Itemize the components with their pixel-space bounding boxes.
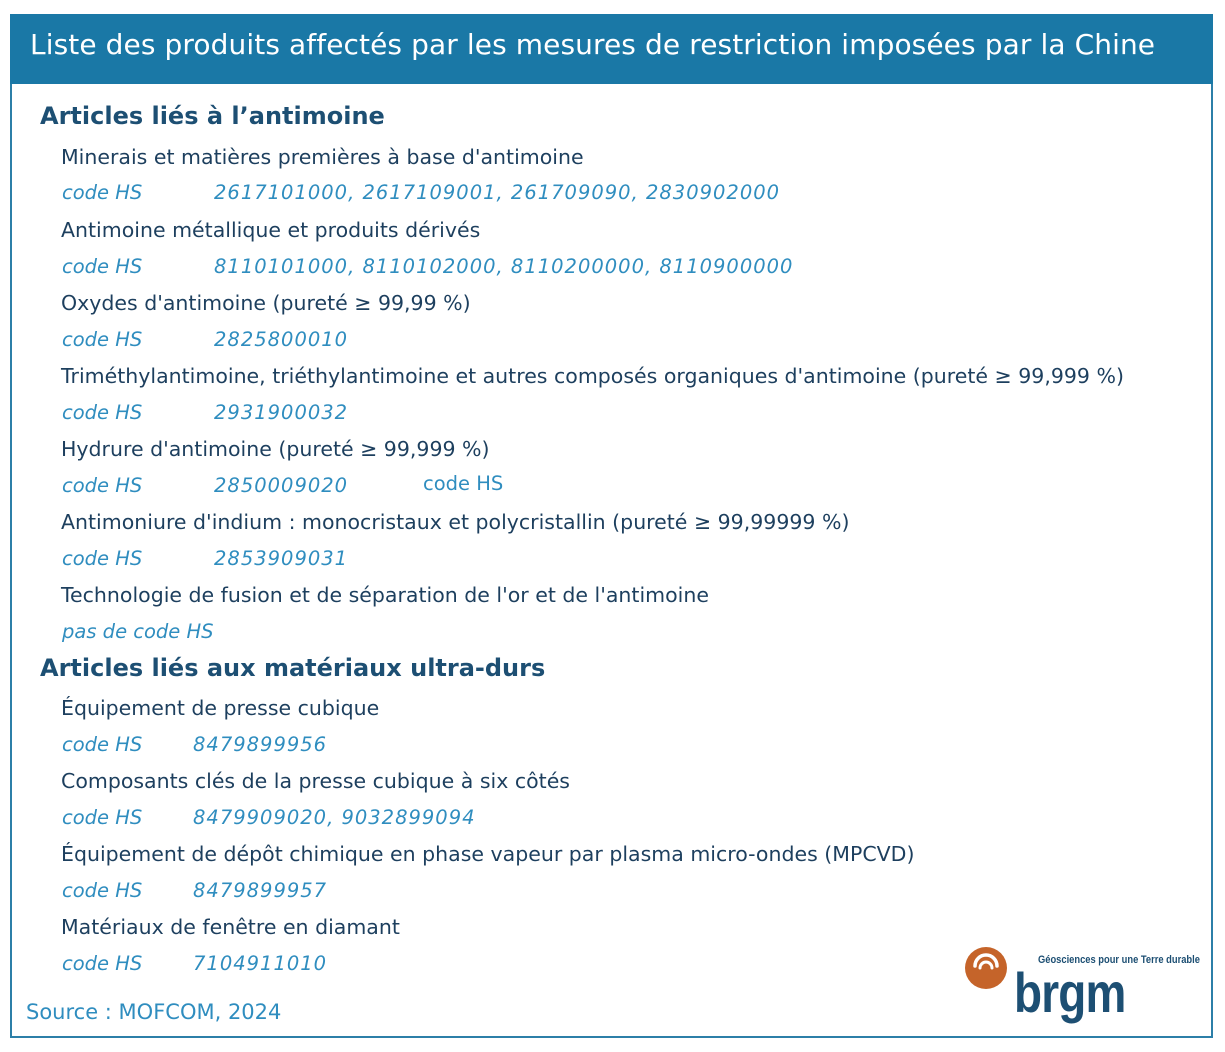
code-label: code HS	[62, 547, 143, 570]
code-label: code HS	[62, 806, 143, 829]
item-name: Triméthylantimoine, triéthylantimoine et autres composés organiques d'antimoine (pureté ≥ 99,999 %)	[61, 364, 1124, 388]
item-name: Matériaux de fenêtre en diamant	[61, 915, 400, 939]
code-values: 2617101000, 2617109001, 261709090, 2830902000	[214, 181, 781, 204]
item-name: Minerais et matières premières à base d'antimoine	[61, 145, 584, 169]
code-label: code HS	[62, 474, 143, 497]
item-name: Hydrure d'antimoine (pureté ≥ 99,999 %)	[61, 437, 490, 461]
code-values: 8479899956	[193, 733, 328, 756]
code-values: 8479909020, 9032899094	[193, 806, 476, 829]
item-name: Antimoniure d'indium : monocristaux et polycristallin (pureté ≥ 99,99999 %)	[61, 510, 850, 534]
brgm-logo	[964, 942, 1209, 1027]
code-values: 2853909031	[214, 547, 349, 570]
source-note: Source : MOFCOM, 2024	[26, 1000, 282, 1024]
code-label-extra: code HS	[423, 472, 504, 495]
item-name: Technologie de fusion et de séparation de l'or et de l'antimoine	[61, 583, 709, 607]
item-name: Équipement de dépôt chimique en phase vapeur par plasma micro-ondes (MPCVD)	[61, 842, 915, 866]
code-label: pas de code HS	[62, 620, 214, 643]
code-label: code HS	[62, 879, 143, 902]
code-values: 2850009020	[214, 474, 349, 497]
item-name: Antimoine métallique et produits dérivés	[61, 218, 481, 242]
section-title-antimoine: Articles liés à l’antimoine	[40, 102, 385, 130]
code-label: code HS	[62, 255, 143, 278]
code-values: 8110101000, 8110102000, 8110200000, 8110900000	[214, 255, 794, 278]
code-values: 7104911010	[193, 952, 328, 975]
item-name: Composants clés de la presse cubique à six côtés	[61, 769, 570, 793]
code-label: code HS	[62, 952, 143, 975]
brgm-logo-icon	[964, 944, 1012, 994]
code-label: code HS	[62, 401, 143, 424]
item-name: Équipement de presse cubique	[61, 696, 380, 720]
code-values: 8479899957	[193, 879, 328, 902]
section-title-ultra-durs: Articles liés aux matériaux ultra-durs	[40, 654, 546, 682]
code-label: code HS	[62, 181, 143, 204]
code-label: code HS	[62, 733, 143, 756]
code-values: 2825800010	[214, 328, 349, 351]
item-name: Oxydes d'antimoine (pureté ≥ 99,99 %)	[61, 291, 471, 315]
code-label: code HS	[62, 328, 143, 351]
page-title: Liste des produits affectés par les mesures de restriction imposées par la Chine	[30, 28, 1156, 61]
code-values: 2931900032	[214, 401, 349, 424]
header-banner	[10, 14, 1213, 84]
logo-wordmark: brgm	[1014, 961, 1126, 1024]
logo-tagline: Géosciences pour une Terre durable	[1038, 954, 1200, 966]
